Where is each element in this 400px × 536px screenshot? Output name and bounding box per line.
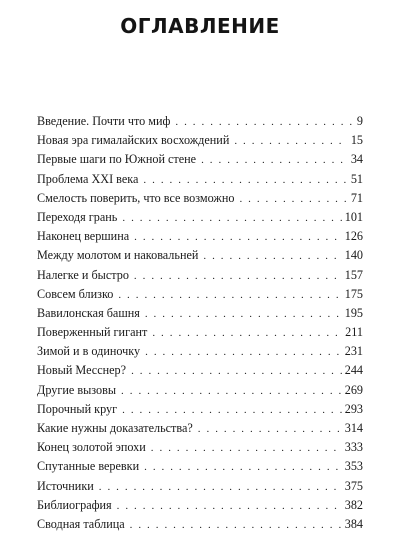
toc-entry-page: 293 <box>344 401 363 416</box>
toc-entry-title: Налегке и быстро <box>37 267 129 282</box>
toc-entry <box>37 114 363 133</box>
toc-entry-page: 175 <box>344 286 363 301</box>
toc-entry-page: 314 <box>344 421 363 435</box>
toc-entry-page: 211 <box>345 325 363 340</box>
toc-entry-page: 157 <box>344 267 363 282</box>
toc-entry-page: 333 <box>344 440 363 455</box>
toc-entry-page: 353 <box>344 459 363 474</box>
toc-entry <box>37 268 363 287</box>
toc-entry-page: 101 <box>344 209 363 224</box>
toc-entry <box>37 306 363 325</box>
dot-leader <box>117 500 342 512</box>
toc-entry-page: 71 <box>350 190 363 205</box>
toc-entry-title: Проблема XXI века <box>37 171 139 186</box>
toc-entry <box>37 402 363 421</box>
toc-entry <box>37 383 363 402</box>
toc-entry <box>37 421 363 440</box>
toc-entry-title: Какие нужны доказательства? <box>37 421 193 435</box>
toc-entry-title: Совсем близко <box>37 286 114 301</box>
table-of-contents <box>37 114 363 536</box>
toc-entry <box>37 325 363 344</box>
toc-entry <box>37 459 363 478</box>
toc-entry-page: 382 <box>344 497 363 512</box>
page-title: ОГЛАВЛЕНИЕ <box>120 14 280 38</box>
dot-leader <box>121 385 342 397</box>
toc-entry-page: 126 <box>344 229 363 244</box>
toc-entry-title: Спутанные веревки <box>37 459 140 474</box>
dot-leader <box>122 212 341 224</box>
toc-entry-page: 34 <box>350 152 363 167</box>
toc-entry <box>37 248 363 267</box>
toc-entry-title: Введение. Почти что миф <box>37 114 171 128</box>
toc-entry-title: Наконец вершина <box>37 229 130 244</box>
toc-entry-page: 375 <box>344 478 363 493</box>
dot-leader <box>131 365 342 377</box>
toc-entry-title: Вавилонская башня <box>37 305 140 320</box>
toc-entry-page: 244 <box>344 363 363 378</box>
dot-leader <box>118 289 341 301</box>
toc-entry-page: 140 <box>344 248 363 263</box>
dot-leader <box>122 404 342 416</box>
toc-entry-title: Библиография <box>37 497 112 512</box>
dot-leader <box>234 135 347 147</box>
toc-entry-title: Между молотом и наковальней <box>37 248 199 263</box>
toc-entry-title: Конец золотой эпохи <box>37 440 146 455</box>
dot-leader <box>144 461 342 473</box>
toc-entry <box>37 172 363 191</box>
dot-leader <box>143 174 347 186</box>
toc-entry <box>37 191 363 210</box>
toc-entry-page: 269 <box>344 382 363 397</box>
toc-entry <box>37 133 363 152</box>
toc-entry <box>37 517 363 536</box>
toc-entry-title: Зимой и в одиночку <box>37 344 141 359</box>
dot-leader <box>203 250 341 262</box>
dot-leader <box>152 327 342 339</box>
toc-entry-page: 9 <box>356 114 363 128</box>
toc-entry-title: Смелость поверить, что все возможно <box>37 190 235 205</box>
toc-entry-title: Первые шаги по Южной стене <box>37 152 197 167</box>
toc-entry-page: 231 <box>344 344 363 359</box>
toc-entry <box>37 344 363 363</box>
toc-entry-title: Новая эра гималайских восхождений <box>37 133 230 148</box>
toc-entry-title: Сводная таблица <box>37 516 125 531</box>
dot-leader <box>175 116 354 128</box>
toc-entry <box>37 440 363 459</box>
dot-leader <box>134 270 342 282</box>
toc-entry-page: 195 <box>344 305 363 320</box>
dot-leader <box>201 154 348 166</box>
toc-entry-title: Поверженный гигант <box>37 325 148 340</box>
toc-entry-title: Новый Месснер? <box>37 363 127 378</box>
dot-leader <box>198 423 342 435</box>
toc-entry-title: Источники <box>37 478 94 493</box>
toc-entry-title: Другие вызовы <box>37 382 117 397</box>
toc-entry-page: 15 <box>350 133 363 148</box>
toc-entry <box>37 287 363 306</box>
toc-entry <box>37 210 363 229</box>
toc-entry <box>37 498 363 517</box>
toc-entry-title: Порочный круг <box>37 401 118 416</box>
toc-entry-title: Переходя грань <box>37 209 118 224</box>
toc-entry-page: 384 <box>344 516 363 531</box>
dot-leader <box>145 346 342 358</box>
dot-leader <box>134 231 342 243</box>
toc-entry <box>37 479 363 498</box>
toc-entry <box>37 363 363 382</box>
toc-entry <box>37 152 363 171</box>
dot-leader <box>239 193 347 205</box>
dot-leader <box>99 481 342 493</box>
dot-leader <box>145 308 342 320</box>
toc-entry <box>37 229 363 248</box>
dot-leader <box>130 519 342 531</box>
toc-entry-page: 51 <box>350 171 363 186</box>
dot-leader <box>151 442 342 454</box>
